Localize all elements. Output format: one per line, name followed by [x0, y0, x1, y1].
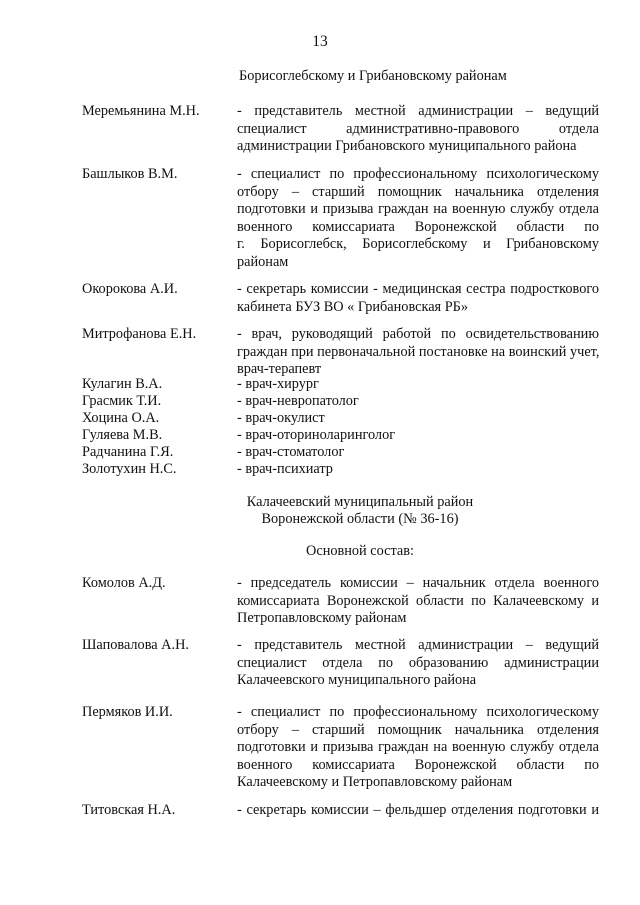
main-composition-heading: Основной состав: — [306, 543, 414, 559]
entry-name: Митрофанова Е.Н. — [82, 326, 197, 342]
section-heading: Борисоглебскому и Грибановскому районам — [239, 68, 507, 84]
entry-description: - секретарь комиссии - медицинская сестра подросткового кабинета БУЗ ВО « Грибановская РБ» — [237, 281, 599, 315]
district-heading-line-1: Калачеевский муниципальный район — [246, 494, 474, 510]
page-number: 13 — [312, 33, 328, 50]
entry-name: Меремьянина М.Н. — [82, 103, 200, 119]
doctor-role: - врач-невропатолог — [237, 393, 359, 409]
entry-name: Башлыков В.М. — [82, 166, 178, 182]
entry-name: Пермяков И.И. — [82, 704, 173, 720]
district-heading-line-2: Воронежской области (№ 36-16) — [261, 511, 459, 527]
doctor-name: Хоцина О.А. — [82, 410, 160, 426]
entry-description: - представитель местной администрации – ведущий специалист административно-правового отдела администрации Грибановского муниципального района — [237, 103, 599, 154]
doctor-role: - врач-стоматолог — [237, 444, 345, 460]
doctor-name: Кулагин В.А. — [82, 376, 163, 392]
entry-description: - специалист по профессиональному психологическому отбору – старший помощник начальника отделения подготовки и призыва граждан на военную службу отдела военного комиссариата Воронежской области по г. Борисоглебск, Борисоглебскому и Грибановскому районам — [237, 166, 599, 270]
entry-name: Окорокова А.И. — [82, 281, 178, 297]
entry-name: Комолов А.Д. — [82, 575, 166, 591]
doctor-role: - врач-окулист — [237, 410, 325, 426]
doctor-name: Радчанина Г.Я. — [82, 444, 174, 460]
doctor-role: - врач-психиатр — [237, 461, 333, 477]
entry-description: - представитель местной администрации – ведущий специалист отдела по образованию администрации Калачеевского муниципального района — [237, 637, 599, 688]
entry-description: - врач, руководящий работой по освидетельствованию граждан при первоначальной постановке на воинский учет, врач-терапевт — [237, 326, 600, 377]
doctor-name: Золотухин Н.С. — [82, 461, 177, 477]
entry-description: - секретарь комиссии – фельдшер отделения подготовки и — [237, 802, 599, 818]
entry-name: Шаповалова А.Н. — [82, 637, 189, 653]
doctor-name: Грасмик Т.И. — [82, 393, 162, 409]
doctor-role: - врач-оториноларинголог — [237, 427, 396, 443]
entry-name: Титовская Н.А. — [82, 802, 176, 818]
doctor-role: - врач-хирург — [237, 376, 319, 392]
doctor-name: Гуляева М.В. — [82, 427, 163, 443]
entry-description: - специалист по профессиональному психологическому отбору – старший помощник начальника отделения подготовки и призыва граждан на военную службу отдела военного комиссариата Воронежской области по Калачеевскому и Петропавловскому районам — [237, 704, 599, 790]
entry-description: - председатель комиссии – начальник отдела военного комиссариата Воронежской области по Калачеевскому и Петропавловскому районам — [237, 575, 599, 626]
